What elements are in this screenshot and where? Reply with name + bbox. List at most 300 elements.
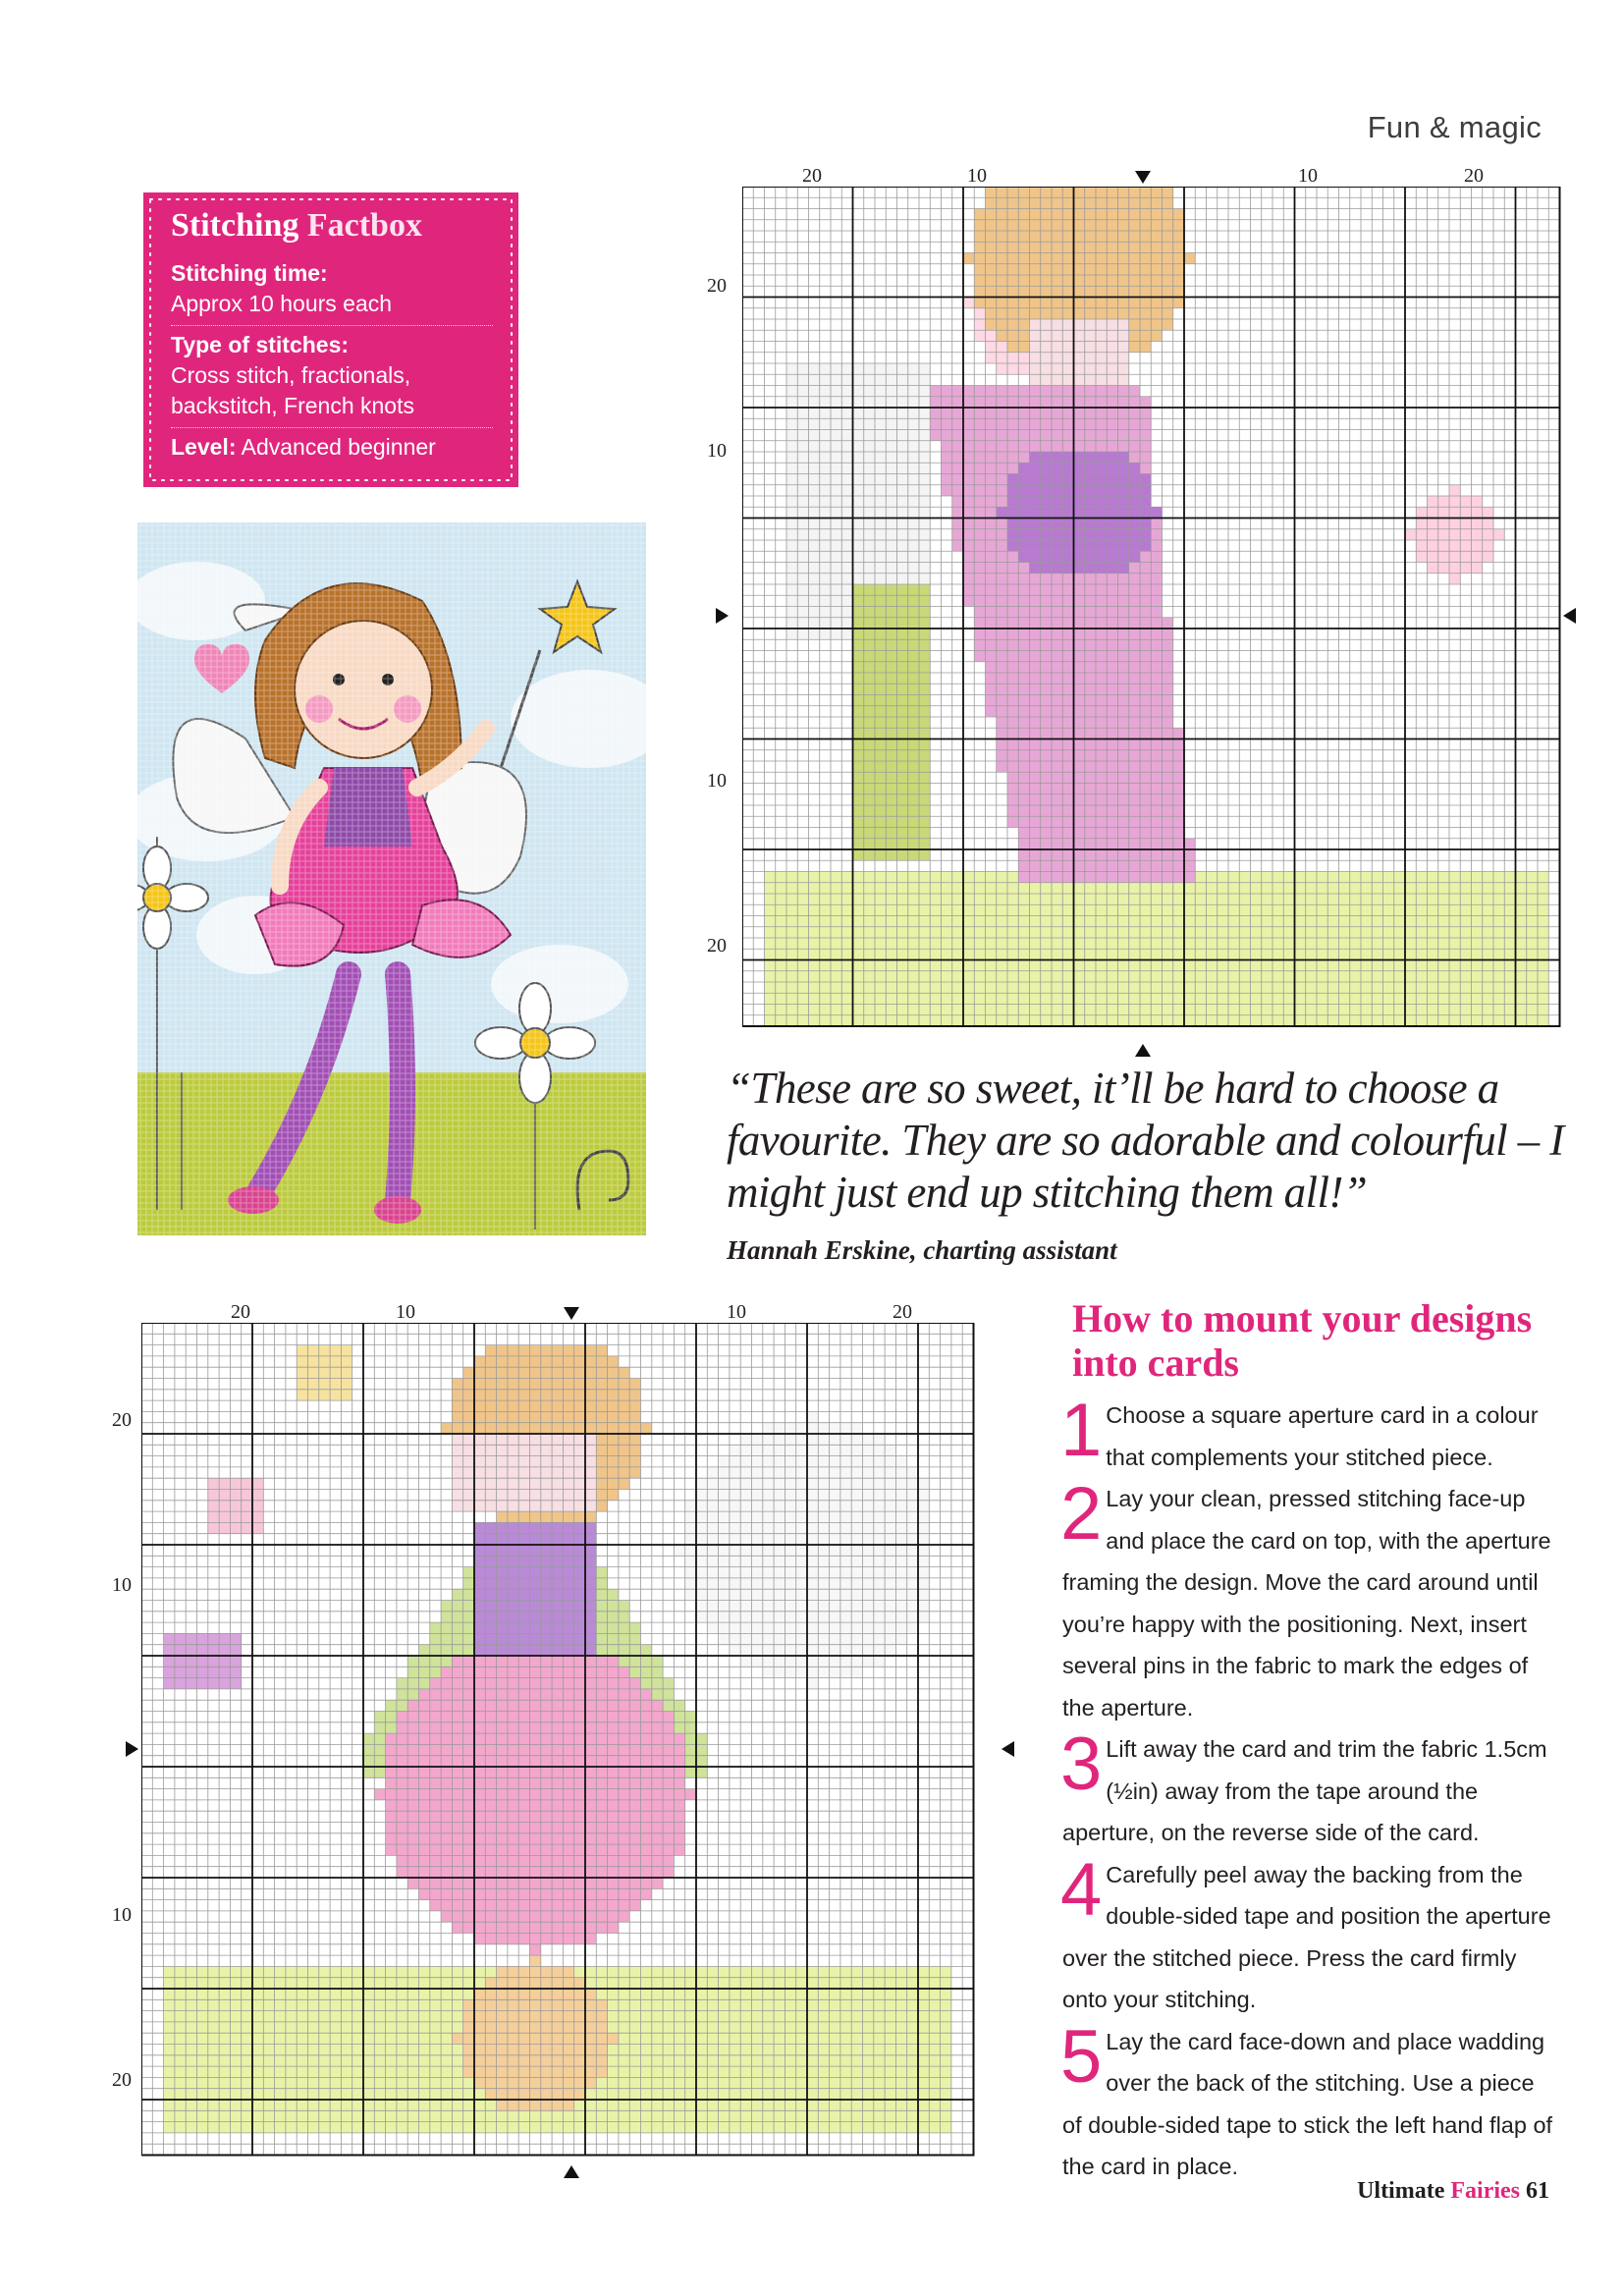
chart-top-top-label: 20 xyxy=(1464,165,1484,187)
stitch-cell xyxy=(1163,938,1173,949)
stitch-cell xyxy=(919,971,930,982)
stitch-cell xyxy=(841,574,852,584)
stitch-cell xyxy=(1007,584,1018,595)
stitch-cell xyxy=(1030,860,1041,871)
stitch-cell xyxy=(1007,1015,1018,1026)
stitch-cell xyxy=(1140,253,1151,264)
stitch-cell xyxy=(1107,209,1117,220)
chart-top-top-label: 20 xyxy=(802,165,822,187)
stitch-cell xyxy=(897,540,908,551)
stitch-cell xyxy=(1018,805,1029,816)
stitch-cell xyxy=(1317,927,1327,938)
stitch-cell xyxy=(1007,286,1018,297)
stitch-cell xyxy=(641,1645,652,1656)
stitch-cell xyxy=(797,584,808,595)
stitch-cell xyxy=(820,872,831,883)
stitch-cell xyxy=(1062,717,1073,728)
stitch-cell xyxy=(341,2100,352,2110)
stitch-cell xyxy=(831,496,841,507)
stitch-cell xyxy=(897,706,908,717)
stitch-cell xyxy=(474,1978,485,1989)
stitch-cell xyxy=(1438,507,1449,518)
stitch-cell xyxy=(986,982,997,993)
stitch-cell xyxy=(1295,1005,1306,1015)
stitch-cell xyxy=(1350,883,1361,894)
stitch-cell xyxy=(1062,264,1073,275)
stitch-cell xyxy=(841,904,852,915)
stitch-cell xyxy=(974,298,985,308)
stitch-cell xyxy=(1041,872,1052,883)
stitch-cell xyxy=(629,1434,640,1445)
stitch-cell xyxy=(608,2022,619,2033)
stitch-cell xyxy=(1151,695,1162,706)
stitch-cell xyxy=(1052,805,1062,816)
stitch-cell xyxy=(1151,209,1162,220)
stitch-cell xyxy=(1085,1005,1096,1015)
stitch-cell xyxy=(1018,197,1029,208)
stitch-cell xyxy=(164,2122,175,2133)
stitch-cell xyxy=(629,2089,640,2100)
stitch-cell xyxy=(674,1999,684,2010)
stitch-cell xyxy=(1030,308,1041,319)
stitch-cell xyxy=(552,1390,563,1400)
stitch-cell xyxy=(1173,1015,1184,1026)
stitch-cell xyxy=(875,595,886,606)
stitch-cell xyxy=(796,1999,807,2010)
stitch-cell xyxy=(1327,904,1338,915)
stitch-cell xyxy=(1030,872,1041,883)
stitch-cell xyxy=(820,618,831,629)
stitch-cell xyxy=(1118,551,1129,562)
stitch-cell xyxy=(886,397,896,408)
stitch-cell xyxy=(831,441,841,452)
stitch-cell xyxy=(1207,927,1218,938)
stitch-cell xyxy=(1074,496,1085,507)
stitch-cell xyxy=(563,1445,573,1455)
stitch-cell xyxy=(1239,916,1250,927)
stitch-cell xyxy=(485,1434,496,1445)
stitch-cell xyxy=(1007,319,1018,330)
stitch-cell xyxy=(1129,683,1140,694)
stitch-cell xyxy=(1041,563,1052,574)
stitch-cell xyxy=(208,2110,219,2121)
stitch-cell xyxy=(374,2022,385,2033)
stitch-cell xyxy=(1074,220,1085,231)
stitch-cell xyxy=(1096,993,1107,1004)
stitch-cell xyxy=(1085,971,1096,982)
stitch-cell xyxy=(875,519,886,529)
stitch-cell xyxy=(419,2055,430,2066)
stitch-cell xyxy=(1062,408,1073,418)
stitch-cell xyxy=(1350,971,1361,982)
stitch-cell xyxy=(1096,474,1107,485)
stitch-cell xyxy=(1460,883,1471,894)
stitch-cell xyxy=(875,463,886,473)
stitch-cell xyxy=(1052,418,1062,429)
stitch-cell xyxy=(208,1999,219,2010)
stitch-cell xyxy=(230,1978,241,1989)
stitch-cell xyxy=(886,618,896,629)
stitch-cell xyxy=(840,2033,851,2044)
stitch-cell xyxy=(786,982,797,993)
stitch-cell xyxy=(208,2100,219,2110)
stitch-cell xyxy=(1018,695,1029,706)
stitch-cell xyxy=(1041,574,1052,584)
stitch-cell xyxy=(930,1015,941,1026)
stitch-cell xyxy=(1041,275,1052,286)
stitch-cell xyxy=(1140,618,1151,629)
stitch-cell xyxy=(474,1367,485,1378)
stitch-cell xyxy=(1118,1015,1129,1026)
stitch-cell xyxy=(930,993,941,1004)
stitch-cell xyxy=(386,2033,397,2044)
stitch-cell xyxy=(818,1978,829,1989)
stitch-cell xyxy=(674,2045,684,2055)
stitch-cell xyxy=(885,2089,895,2100)
stitch-cell xyxy=(1129,927,1140,938)
stitch-cell xyxy=(263,2066,274,2077)
stitch-cell xyxy=(441,2077,452,2088)
stitch-cell xyxy=(608,1633,619,1644)
stitch-cell xyxy=(1272,993,1283,1004)
stitch-cell xyxy=(1428,938,1438,949)
stitch-cell xyxy=(1272,872,1283,883)
stitch-cell xyxy=(652,2077,663,2088)
stitch-cell xyxy=(974,993,985,1004)
stitch-cell xyxy=(830,2100,840,2110)
stitch-cell xyxy=(1096,507,1107,518)
stitch-cell xyxy=(452,1645,462,1656)
stitch-cell xyxy=(1030,231,1041,242)
stitch-cell xyxy=(809,551,820,562)
stitch-cell xyxy=(840,2066,851,2077)
stitch-cell xyxy=(1129,706,1140,717)
stitch-cell xyxy=(1107,839,1117,849)
stitch-cell xyxy=(319,2011,330,2022)
stitch-cell xyxy=(1339,993,1350,1004)
stitch-cell xyxy=(663,2033,674,2044)
center-marker-top xyxy=(564,1307,579,1320)
stitch-cell xyxy=(1129,551,1140,562)
stitch-cell xyxy=(1118,772,1129,783)
factbox-title xyxy=(171,206,493,246)
stitch-cell xyxy=(608,2011,619,2022)
stitch-cell xyxy=(164,2089,175,2100)
stitch-cell xyxy=(707,2055,718,2066)
stitch-cell xyxy=(974,408,985,418)
stitch-cell xyxy=(474,1356,485,1367)
stitch-cell xyxy=(352,1978,363,1989)
stitch-cell xyxy=(1140,717,1151,728)
stitch-cell xyxy=(374,1767,385,1777)
stitch-cell xyxy=(952,418,963,429)
stitch-cell xyxy=(908,849,919,860)
stitch-cell xyxy=(1151,563,1162,574)
stitch-cell xyxy=(1504,971,1515,982)
stitch-cell xyxy=(1030,683,1041,694)
stitch-cell xyxy=(1085,639,1096,650)
stitch-cell xyxy=(730,2122,740,2133)
stitch-cell xyxy=(1052,485,1062,496)
stitch-cell xyxy=(1118,949,1129,959)
stitch-cell xyxy=(419,1966,430,1977)
stitch-cell xyxy=(986,353,997,363)
stitch-cell xyxy=(497,1578,508,1589)
stitch-cell xyxy=(474,1445,485,1455)
stitch-cell xyxy=(1096,286,1107,297)
stitch-cell xyxy=(1085,463,1096,473)
stitch-cell xyxy=(851,2055,862,2066)
stitch-cell xyxy=(1007,639,1018,650)
stitch-cell xyxy=(897,607,908,618)
stitch-cell xyxy=(1107,253,1117,264)
stitch-cell xyxy=(1151,904,1162,915)
stitch-cell xyxy=(930,949,941,959)
stitch-cell xyxy=(929,2100,940,2110)
stitch-cell xyxy=(1062,485,1073,496)
stitch-cell xyxy=(463,2089,474,2100)
stitch-cell xyxy=(963,298,974,308)
stitch-cell xyxy=(1062,529,1073,540)
stitch-cell xyxy=(919,695,930,706)
stitch-cell xyxy=(319,2033,330,2044)
stitch-cell xyxy=(952,993,963,1004)
stitch-cell xyxy=(797,938,808,949)
stitch-cell xyxy=(1062,805,1073,816)
stitch-cell xyxy=(886,805,896,816)
stitch-cell xyxy=(1030,452,1041,463)
stitch-cell xyxy=(864,728,875,738)
stitch-cell xyxy=(674,2122,684,2133)
stitch-cell xyxy=(619,1989,629,1999)
stitch-cell xyxy=(1394,1005,1405,1015)
stitch-cell xyxy=(1018,298,1029,308)
chart-bottom-top-label: 10 xyxy=(396,1301,415,1323)
stitch-cell xyxy=(474,1545,485,1556)
stitch-cell xyxy=(1405,883,1416,894)
stitch-cell xyxy=(875,662,886,673)
stitch-cell xyxy=(974,529,985,540)
stitch-cell xyxy=(397,2045,407,2055)
stitch-cell xyxy=(208,2011,219,2022)
stitch-cell xyxy=(809,452,820,463)
stitch-cell xyxy=(1140,860,1151,871)
stitch-cell xyxy=(763,2110,774,2121)
stitch-cell xyxy=(1151,187,1162,197)
stitch-cell xyxy=(875,938,886,949)
stitch-cell xyxy=(474,1379,485,1390)
stitch-cell xyxy=(1207,904,1218,915)
stitch-cell xyxy=(563,1367,573,1378)
factbox-value: Advanced beginner xyxy=(241,434,436,461)
stitch-cell xyxy=(1118,452,1129,463)
stitch-cell xyxy=(1449,1015,1460,1026)
stitch-cell xyxy=(907,2110,918,2121)
stitch-cell xyxy=(1107,761,1117,772)
stitch-cell xyxy=(441,1999,452,2010)
stitch-cell xyxy=(585,1434,596,1445)
stitch-cell xyxy=(1129,739,1140,750)
stitch-cell xyxy=(1062,1015,1073,1026)
stitch-cell xyxy=(864,496,875,507)
stitch-cell xyxy=(853,584,864,595)
stitch-cell xyxy=(1438,938,1449,949)
stitch-cell xyxy=(430,2066,441,2077)
stitch-cell xyxy=(1483,540,1493,551)
stitch-cell xyxy=(1074,651,1085,662)
pull-quote: “These are so sweet, it’ll be hard to choose a favourite. They are so adorable and colourful – I might just end up stitching them all!” xyxy=(727,1064,1564,1218)
stitch-cell xyxy=(1007,761,1018,772)
stitch-cell xyxy=(1394,927,1405,938)
stitch-cell xyxy=(997,507,1007,518)
stitch-cell xyxy=(352,2011,363,2022)
stitch-cell xyxy=(341,2110,352,2121)
stitch-cell xyxy=(986,1015,997,1026)
stitch-cell xyxy=(1041,883,1052,894)
stitch-cell xyxy=(474,2089,485,2100)
stitch-cell xyxy=(452,2077,462,2088)
stitch-cell xyxy=(1018,651,1029,662)
stitch-cell xyxy=(1449,529,1460,540)
stitch-cell xyxy=(508,1411,518,1422)
stitch-cell xyxy=(1129,496,1140,507)
stitch-cell xyxy=(1030,353,1041,363)
stitch-cell xyxy=(1018,496,1029,507)
stitch-cell xyxy=(840,2077,851,2088)
stitch-cell xyxy=(786,1015,797,1026)
stitch-cell xyxy=(1207,1015,1218,1026)
stitch-cell xyxy=(1030,673,1041,683)
stitch-cell xyxy=(541,1390,552,1400)
stitch-cell xyxy=(242,2045,252,2055)
stitch-cell xyxy=(1107,629,1117,639)
stitch-cell xyxy=(1018,430,1029,441)
stitch-cell xyxy=(407,2122,418,2133)
stitch-cell xyxy=(908,386,919,397)
stitch-cell xyxy=(963,949,974,959)
stitch-cell xyxy=(897,584,908,595)
stitch-cell xyxy=(1074,728,1085,738)
stitch-cell xyxy=(1184,1015,1195,1026)
stitch-cell xyxy=(397,1989,407,1999)
stitch-cell xyxy=(1074,397,1085,408)
stitch-cell xyxy=(574,1379,585,1390)
stitch-cell xyxy=(186,1966,196,1977)
stitch-cell xyxy=(175,2033,186,2044)
stitch-cell xyxy=(363,1966,374,1977)
stitch-cell xyxy=(831,949,841,959)
stitch-cell xyxy=(851,1999,862,2010)
stitch-cell xyxy=(986,595,997,606)
stitch-cell xyxy=(1228,982,1239,993)
stitch-cell xyxy=(997,496,1007,507)
section-tag: Fun & magic xyxy=(1367,110,1542,144)
stitch-cell xyxy=(1527,872,1538,883)
stitch-cell xyxy=(1018,595,1029,606)
stitch-cell xyxy=(719,2089,730,2100)
stitch-cell xyxy=(1350,938,1361,949)
stitch-cell xyxy=(1074,298,1085,308)
stitch-cell xyxy=(1074,529,1085,540)
stitch-cell xyxy=(219,2066,230,2077)
stitch-cell xyxy=(563,1556,573,1566)
stitch-cell xyxy=(374,2045,385,2055)
stitch-cell xyxy=(1295,993,1306,1004)
stitch-cell xyxy=(886,374,896,385)
stitch-cell xyxy=(1163,319,1173,330)
stitch-cell xyxy=(164,2055,175,2066)
stitch-cell xyxy=(574,1423,585,1434)
stitch-cell xyxy=(1251,938,1262,949)
stitch-cell xyxy=(696,1756,707,1767)
stitch-cell xyxy=(1428,916,1438,927)
factbox-title-part2: Factbox xyxy=(306,207,422,244)
stitch-cell xyxy=(864,805,875,816)
stitch-cell xyxy=(986,563,997,574)
stitch-cell xyxy=(374,1966,385,1977)
stitch-cell xyxy=(797,904,808,915)
stitch-cell xyxy=(831,1015,841,1026)
stitch-cell xyxy=(908,374,919,385)
stitch-cell xyxy=(485,1522,496,1533)
stitch-cell xyxy=(841,408,852,418)
stitch-cell xyxy=(1173,772,1184,783)
stitch-cell xyxy=(1085,916,1096,927)
stitch-cell xyxy=(841,993,852,1004)
stitch-cell xyxy=(1096,529,1107,540)
stitch-cell xyxy=(1151,308,1162,319)
stitch-cell xyxy=(797,916,808,927)
stitch-cell xyxy=(1383,971,1394,982)
stitch-cell xyxy=(807,2100,818,2110)
stitch-cell xyxy=(407,2100,418,2110)
stitch-cell xyxy=(763,1978,774,1989)
stitch-cell xyxy=(397,1700,407,1711)
stitch-cell xyxy=(919,717,930,728)
stitch-cell xyxy=(1184,960,1195,971)
stitch-cell xyxy=(730,1989,740,1999)
stitch-cell xyxy=(908,816,919,827)
stitch-cell xyxy=(696,2066,707,2077)
stitch-cell xyxy=(608,1367,619,1378)
stitch-cell xyxy=(919,816,930,827)
stitch-cell xyxy=(997,519,1007,529)
stitch-cell xyxy=(1074,275,1085,286)
stitch-cell xyxy=(541,1490,552,1501)
stitch-cell xyxy=(1085,805,1096,816)
stitch-cell xyxy=(1030,220,1041,231)
stitch-cell xyxy=(585,1490,596,1501)
stitch-cell xyxy=(1085,353,1096,363)
stitch-cell xyxy=(1372,938,1382,949)
stitch-cell xyxy=(619,2045,629,2055)
stitch-cell xyxy=(186,2045,196,2055)
stitch-cell xyxy=(286,2077,297,2088)
stitch-cell xyxy=(952,430,963,441)
stitch-cell xyxy=(818,2122,829,2133)
stitch-cell xyxy=(1449,938,1460,949)
stitch-cell xyxy=(485,1589,496,1600)
stitch-cell xyxy=(1438,927,1449,938)
stitch-cell xyxy=(485,1445,496,1455)
stitch-cell xyxy=(997,551,1007,562)
stitch-cell xyxy=(930,408,941,418)
stitch-cell xyxy=(208,1989,219,1999)
stitch-cell xyxy=(1018,639,1029,650)
stitch-cell xyxy=(1140,750,1151,761)
stitch-cell xyxy=(1118,728,1129,738)
stitch-cell xyxy=(1151,728,1162,738)
